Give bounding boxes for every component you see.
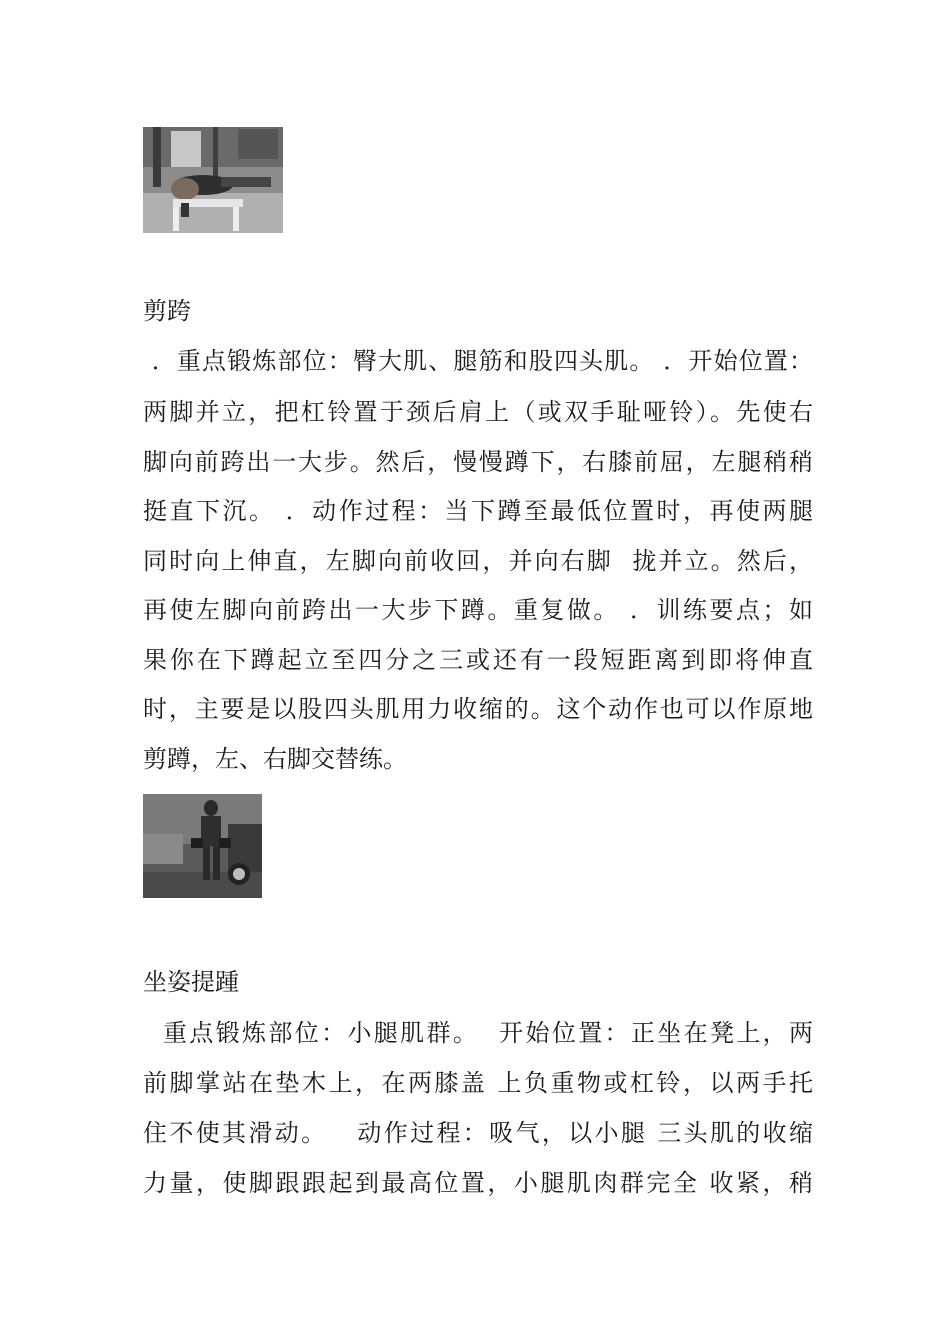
body-line: 再使左脚向前跨出一大步下蹲。重复做。 ．训练要点；如 (143, 596, 813, 624)
section-title-lunge: 剪跨 (143, 297, 191, 325)
body-line: 同时向上伸直，左脚向前收回，并向右脚 拢并立。然后， (143, 547, 813, 575)
body-line: 前脚掌站在垫木上，在两膝盖 上负重物或杠铃，以两手托 (143, 1069, 813, 1097)
body-line: ．重点锻炼部位：臀大肌、腿筋和股四头肌。 ．开始位置： (143, 347, 813, 375)
body-line: 两脚并立，把杠铃置于颈后肩上（或双手耻哑铃）。先使右 (143, 398, 813, 426)
body-line: 时，主要是以股四头肌用力收缩的。这个动作也可以作原地 (143, 695, 813, 723)
body-line: 剪蹲，左、右脚交替练。 (143, 745, 407, 773)
dumbbell-lunge-photo (143, 794, 262, 898)
body-line: 力量，使脚跟跟起到最高位置，小腿肌肉群完全 收紧，稍 (143, 1169, 813, 1197)
body-line: 住不使其滑动。 动作过程：吸气，以小腿 三头肌的收缩 (143, 1119, 813, 1147)
body-line: 果你在下蹲起立至四分之三或还有一段短距离到即将伸直 (143, 646, 813, 674)
body-line: 重点锻炼部位：小腿肌群。 开始位置：正坐在凳上，两 (143, 1019, 813, 1047)
section-title-seated-calf-raise: 坐姿提踵 (143, 968, 239, 996)
leg-curl-photo (143, 127, 283, 233)
body-line: 挺直下沉。 ．动作过程：当下蹲至最低位置时，再使两腿 (143, 497, 813, 525)
body-line: 脚向前跨出一大步。然后，慢慢蹲下，右膝前屈，左腿稍稍 (143, 448, 813, 476)
